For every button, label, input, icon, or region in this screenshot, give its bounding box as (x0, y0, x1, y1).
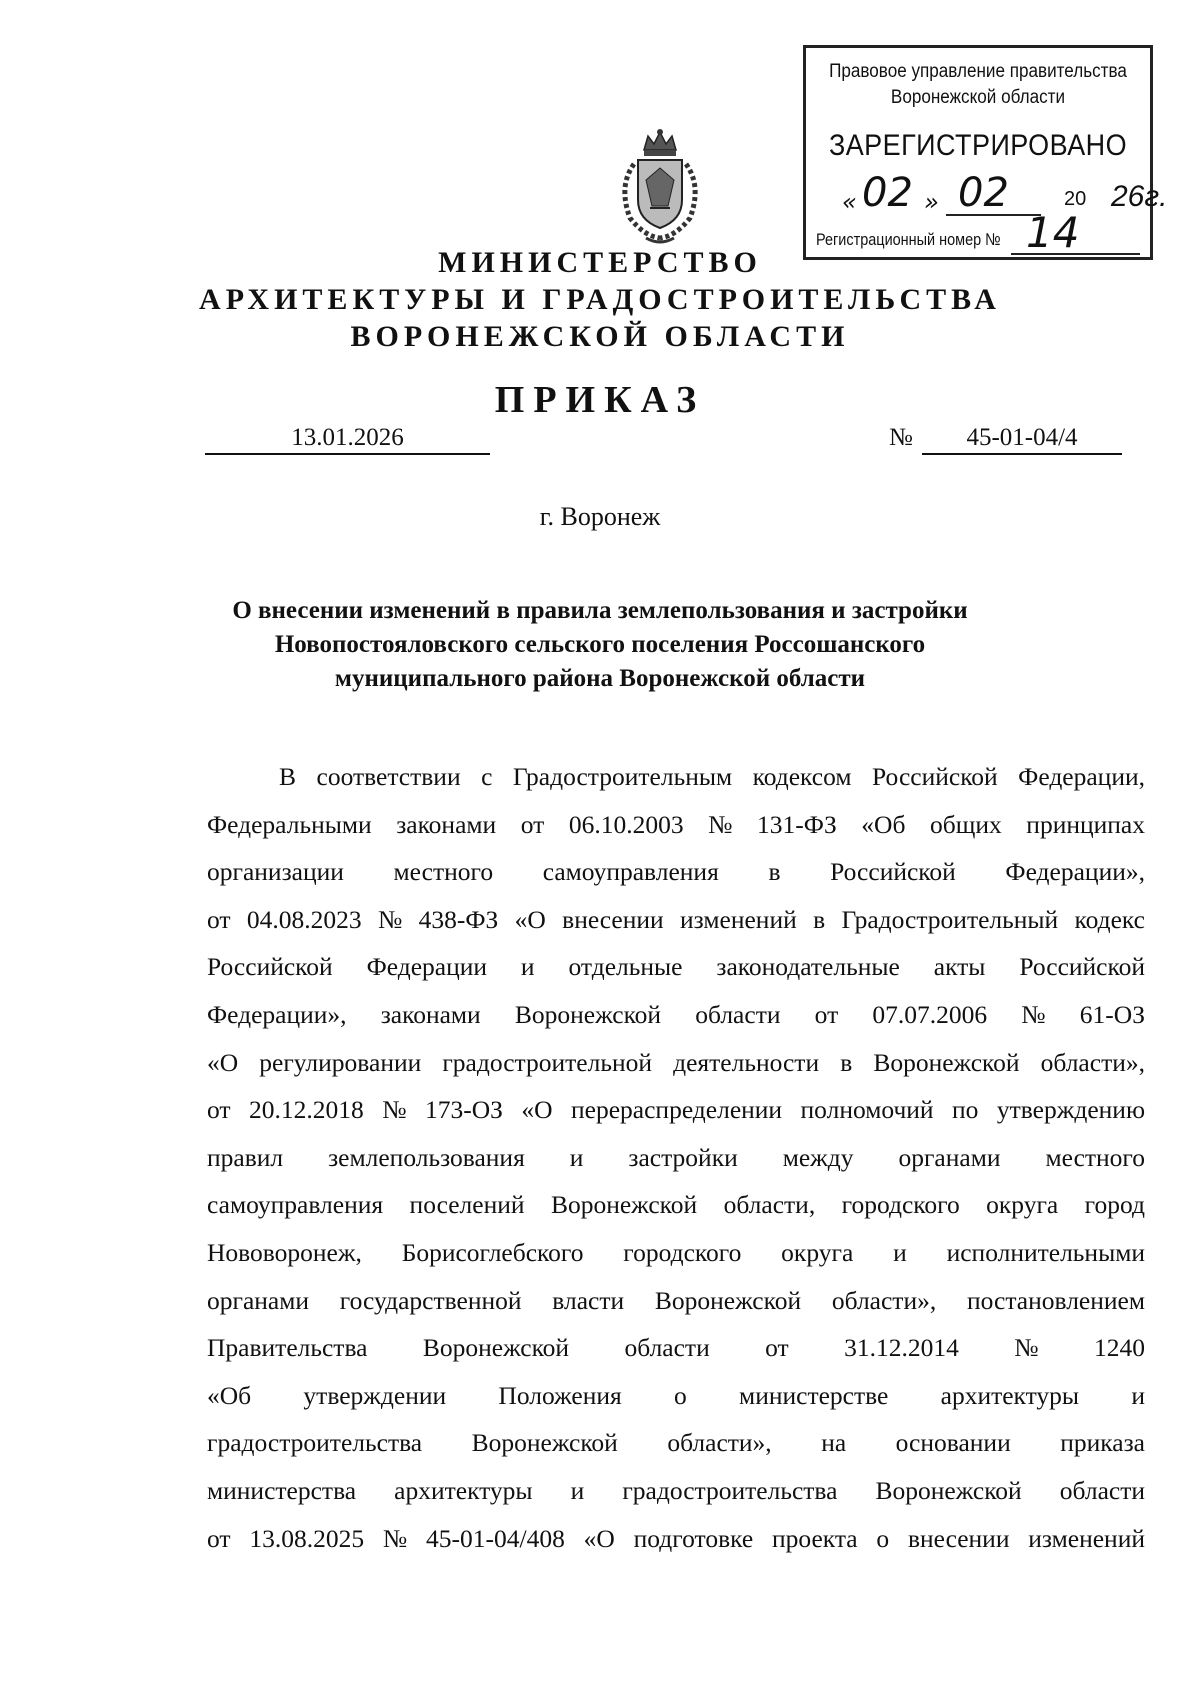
body-line: Федерации», законами Воронежской области от 07.07.2006 № 61-ОЗ (207, 999, 1145, 1029)
stamp-quote-open: « (842, 188, 857, 216)
stamp-day: 02 (862, 170, 913, 216)
body-line: «О регулировании градостроительной деятельности в Воронежской области», (207, 1047, 1145, 1077)
body-line: Правительства Воронежской области от 31.12.2014 № 1240 (207, 1333, 1145, 1363)
body-line: самоуправления поселений Воронежской области, городского округа город (207, 1190, 1145, 1220)
body-line: министерства архитектуры и градостроительства Воронежской области (207, 1475, 1145, 1505)
body-line: Нововоронеж, Борисоглебского городского округа и исполнительными (207, 1237, 1145, 1267)
stamp-status: ЗАРЕГИСТРИРОВАНО (828, 129, 1128, 162)
body-line: правил землепользования и застройки между органами местного (207, 1142, 1145, 1172)
body-line: В соответствии с Градостроительным кодексом Российской Федерации, (279, 762, 1145, 791)
stamp-org-line1: Правовое управление правительства (829, 61, 1127, 82)
order-number: 45-01-04/4 (922, 424, 1122, 455)
order-body-text (207, 753, 1145, 1562)
stamp-organization (823, 59, 1133, 111)
subject-line: муниципального района Воронежской области (334, 665, 866, 692)
body-line: Федеральными законами от 06.10.2003 № 131-ФЗ «Об общих принципах (207, 809, 1145, 839)
coat-of-arms-icon (604, 128, 716, 248)
document-type-title: ПРИКАЗ (494, 379, 706, 421)
ministry-title-line3: ВОРОНЕЖСКОЙ ОБЛАСТИ (350, 320, 850, 353)
stamp-reg-number-label: Регистрационный номер № (816, 230, 1001, 249)
order-date: 13.01.2026 (205, 424, 490, 455)
stamp-month: 02 (958, 170, 1009, 216)
body-line: от 13.08.2025 № 45-01-04/408 «О подготовке проекта о внесении изменений (207, 1523, 1145, 1553)
subject-line: О внесении изменений в правила землепользования и застройки (232, 597, 968, 624)
body-line: от 20.12.2018 № 173-ОЗ «О перераспределении полномочий по утверждению (207, 1095, 1145, 1125)
body-line: Российской Федерации и отдельные законодательные акты Российской (207, 952, 1145, 982)
order-subject (150, 594, 1050, 696)
stamp-reg-number: 14 (1026, 208, 1080, 257)
body-line: от 04.08.2023 № 438-ФЗ «О внесении изменений в Градостроительный кодекс (207, 904, 1145, 934)
stamp-date (836, 166, 1168, 218)
body-line: градостроительства Воронежской области», на основании приказа (207, 1428, 1145, 1458)
stamp-quote-close: » (924, 188, 939, 216)
body-line: органами государственной власти Воронежской области», постановлением (207, 1285, 1145, 1315)
subject-line: Новопостояловского сельского поселения Россошанского (274, 631, 926, 658)
order-number-sign: № (889, 424, 913, 451)
stamp-org-line2: Воронежской области (890, 87, 1066, 108)
stamp-year-suffix: 26г. (1111, 180, 1168, 213)
registration-stamp (803, 45, 1168, 260)
body-line: «Об утверждении Положения о министерстве архитектуры и (207, 1380, 1145, 1410)
stamp-year-prefix: 20 (1064, 188, 1087, 210)
ministry-title-line1: МИНИСТЕРСТВО (438, 246, 762, 279)
issue-city: г. Воронеж (539, 502, 661, 531)
body-line: организации местного самоуправления в Российской Федерации», (207, 857, 1145, 887)
ministry-title-line2: АРХИТЕКТУРЫ И ГРАДОСТРОИТЕЛЬСТВА (199, 283, 1001, 316)
